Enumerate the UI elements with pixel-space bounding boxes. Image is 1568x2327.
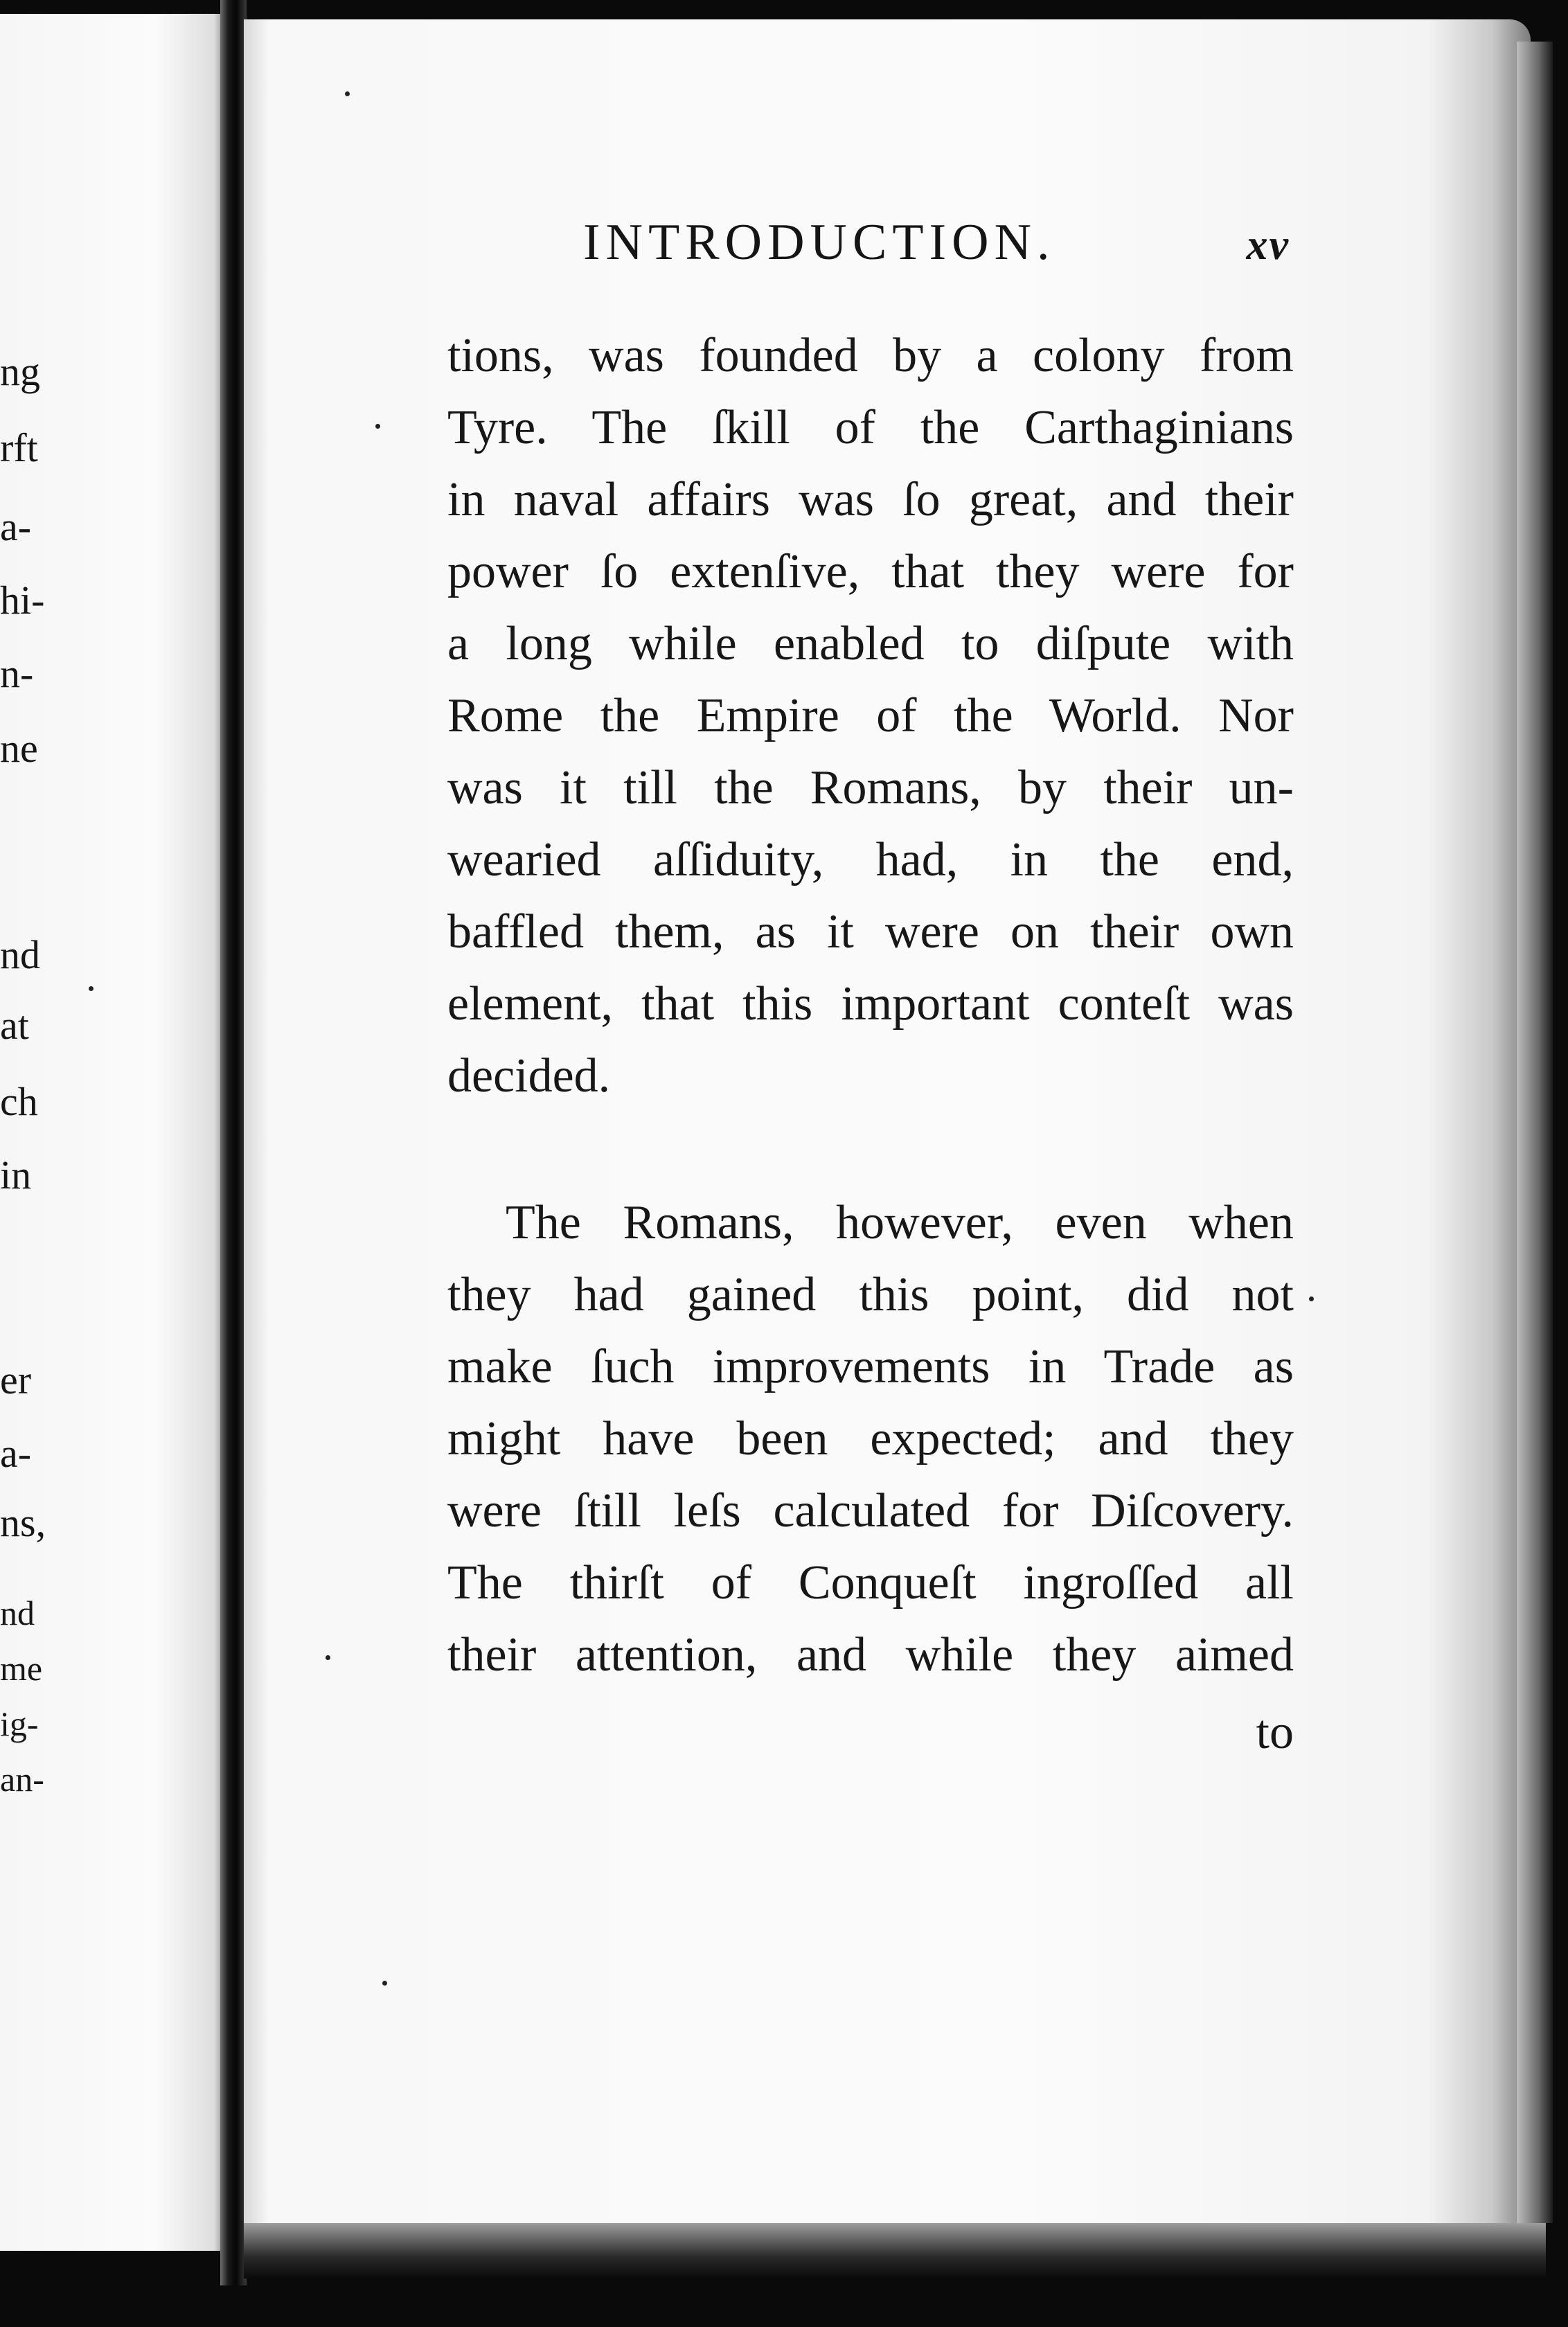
left-margin-fragment: ng bbox=[0, 349, 40, 394]
text-line: wearied aſſiduity, had, in the end, bbox=[447, 833, 1294, 886]
left-margin-fragment: er bbox=[0, 1357, 32, 1402]
text-line: decided. bbox=[447, 1049, 611, 1103]
ink-speck bbox=[345, 91, 350, 96]
left-margin-fragment: in bbox=[0, 1152, 32, 1197]
text-line: The thirſt of Conqueſt ingroſſed all bbox=[447, 1556, 1294, 1610]
left-margin-fragment: ch bbox=[0, 1079, 38, 1124]
left-margin-fragment: at bbox=[0, 1003, 29, 1048]
left-margin-fragment: ig- bbox=[0, 1704, 39, 1743]
left-margin-fragment: rft bbox=[0, 425, 38, 470]
text-line: in naval affairs was ſo great, and their bbox=[447, 473, 1294, 526]
text-line: baffled them, as it were on their own bbox=[447, 905, 1294, 959]
text-line: element, that this important conteſt was bbox=[447, 977, 1294, 1031]
ink-speck bbox=[1309, 1296, 1314, 1301]
catchword: to bbox=[1256, 1706, 1294, 1759]
ink-speck bbox=[89, 986, 93, 991]
left-margin-fragment: a- bbox=[0, 1431, 32, 1476]
ink-speck bbox=[382, 1981, 387, 1986]
text-line: Tyre. The ſkill of the Carthaginians bbox=[447, 401, 1294, 454]
left-facing-page bbox=[0, 14, 223, 2251]
text-line: was it till the Romans, by their un- bbox=[447, 761, 1294, 814]
text-line: they had gained this point, did not bbox=[447, 1268, 1294, 1321]
left-margin-fragment: an- bbox=[0, 1760, 44, 1799]
text-line: power ſo extenſive, that they were for bbox=[447, 545, 1294, 598]
running-head-title: INTRODUCTION. bbox=[583, 214, 1055, 271]
page-fore-edge bbox=[1517, 42, 1553, 2223]
text-line: tions, was founded by a colony from bbox=[447, 329, 1294, 382]
ink-speck bbox=[326, 1655, 330, 1660]
book-gutter bbox=[220, 0, 247, 2285]
left-margin-fragment: a- bbox=[0, 504, 32, 549]
text-line: Rome the Empire of the World. Nor bbox=[447, 689, 1294, 742]
left-margin-fragment: ne bbox=[0, 726, 38, 771]
left-margin-fragment: me bbox=[0, 1649, 43, 1688]
page-number: xv bbox=[1246, 222, 1290, 269]
text-line: The Romans, however, even when bbox=[506, 1196, 1294, 1249]
left-margin-fragment: ns, bbox=[0, 1500, 46, 1545]
text-line: their attention, and while they aimed bbox=[447, 1628, 1294, 1682]
left-margin-fragment: nd bbox=[0, 1594, 35, 1632]
left-margin-fragment: nd bbox=[0, 932, 40, 977]
text-line: a long while enabled to diſpute with bbox=[447, 617, 1294, 670]
running-head bbox=[583, 213, 1290, 276]
text-line: might have been expected; and they bbox=[447, 1412, 1294, 1465]
ink-speck bbox=[375, 424, 380, 429]
page-bottom-shadow bbox=[244, 2223, 1546, 2279]
text-line: were ſtill leſs calculated for Diſcovery. bbox=[447, 1484, 1294, 1537]
left-margin-fragment: hi- bbox=[0, 578, 45, 623]
left-margin-fragment: n- bbox=[0, 651, 34, 696]
text-line: make ſuch improvements in Trade as bbox=[447, 1340, 1294, 1393]
